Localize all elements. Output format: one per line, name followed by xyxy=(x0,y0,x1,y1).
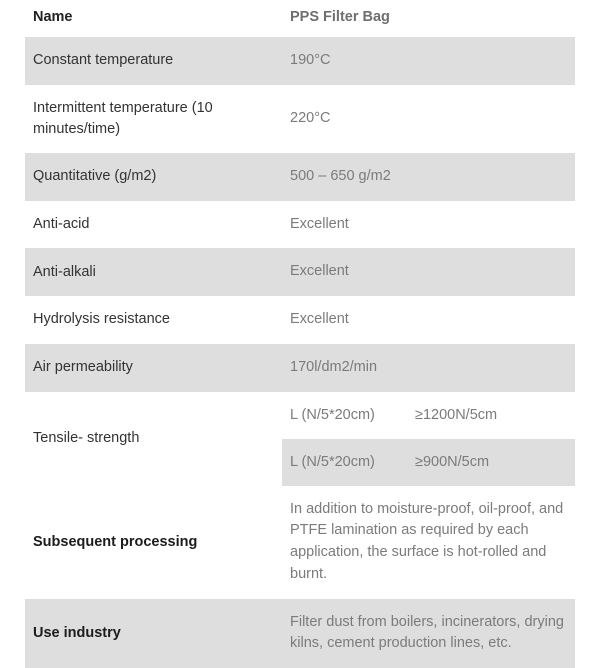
row-value: 170l/dm2/min xyxy=(282,344,575,392)
table-row xyxy=(25,486,575,599)
tensile-subtable-host xyxy=(282,392,575,486)
row-label: Hydrolysis resistance xyxy=(25,296,282,344)
tensile-strength-row xyxy=(25,392,575,486)
row-label: Subsequent processing xyxy=(25,486,282,599)
table-header-row xyxy=(25,0,575,37)
row-value: 190°C xyxy=(282,37,575,85)
row-value: 500 – 650 g/m2 xyxy=(282,153,575,201)
row-value: Excellent xyxy=(282,201,575,249)
tensile-direction: L (N/5*20cm) xyxy=(282,439,407,486)
table-row xyxy=(25,599,575,668)
row-value: Excellent xyxy=(282,248,575,296)
tensile-value: ≥1200N/5cm xyxy=(407,392,575,439)
row-label: Intermittent temperature (10 minutes/time) xyxy=(25,85,282,153)
table-row xyxy=(25,153,575,201)
tensile-direction: L (N/5*20cm) xyxy=(282,392,407,439)
tensile-subrow xyxy=(282,439,575,486)
row-value: Excellent xyxy=(282,296,575,344)
tensile-subrow xyxy=(282,392,575,439)
table-row xyxy=(25,37,575,85)
header-name-cell: Name xyxy=(25,0,282,37)
table-row xyxy=(25,85,575,153)
table-row xyxy=(25,344,575,392)
row-value: In addition to moisture-proof, oil-proof, and PTFE lamination as required by each application, the surface is hot-rolled and burnt. xyxy=(282,486,575,599)
header-product-cell: PPS Filter Bag xyxy=(282,0,575,37)
row-label: Anti-alkali xyxy=(25,248,282,296)
tensile-value: ≥900N/5cm xyxy=(407,439,575,486)
table-row xyxy=(25,248,575,296)
row-label: Quantitative (g/m2) xyxy=(25,153,282,201)
row-value: Filter dust from boilers, incinerators, drying kilns, cement production lines, etc. xyxy=(282,599,575,668)
row-label: Anti-acid xyxy=(25,201,282,249)
table-body xyxy=(25,0,575,668)
table-row xyxy=(25,296,575,344)
tensile-strength-label: Tensile- strength xyxy=(25,392,282,486)
row-label: Use industry xyxy=(25,599,282,668)
row-value: 220°C xyxy=(282,85,575,153)
table-row xyxy=(25,201,575,249)
row-label: Air permeability xyxy=(25,344,282,392)
tensile-subtable xyxy=(282,392,575,486)
specification-table xyxy=(25,0,575,668)
row-label: Constant temperature xyxy=(25,37,282,85)
